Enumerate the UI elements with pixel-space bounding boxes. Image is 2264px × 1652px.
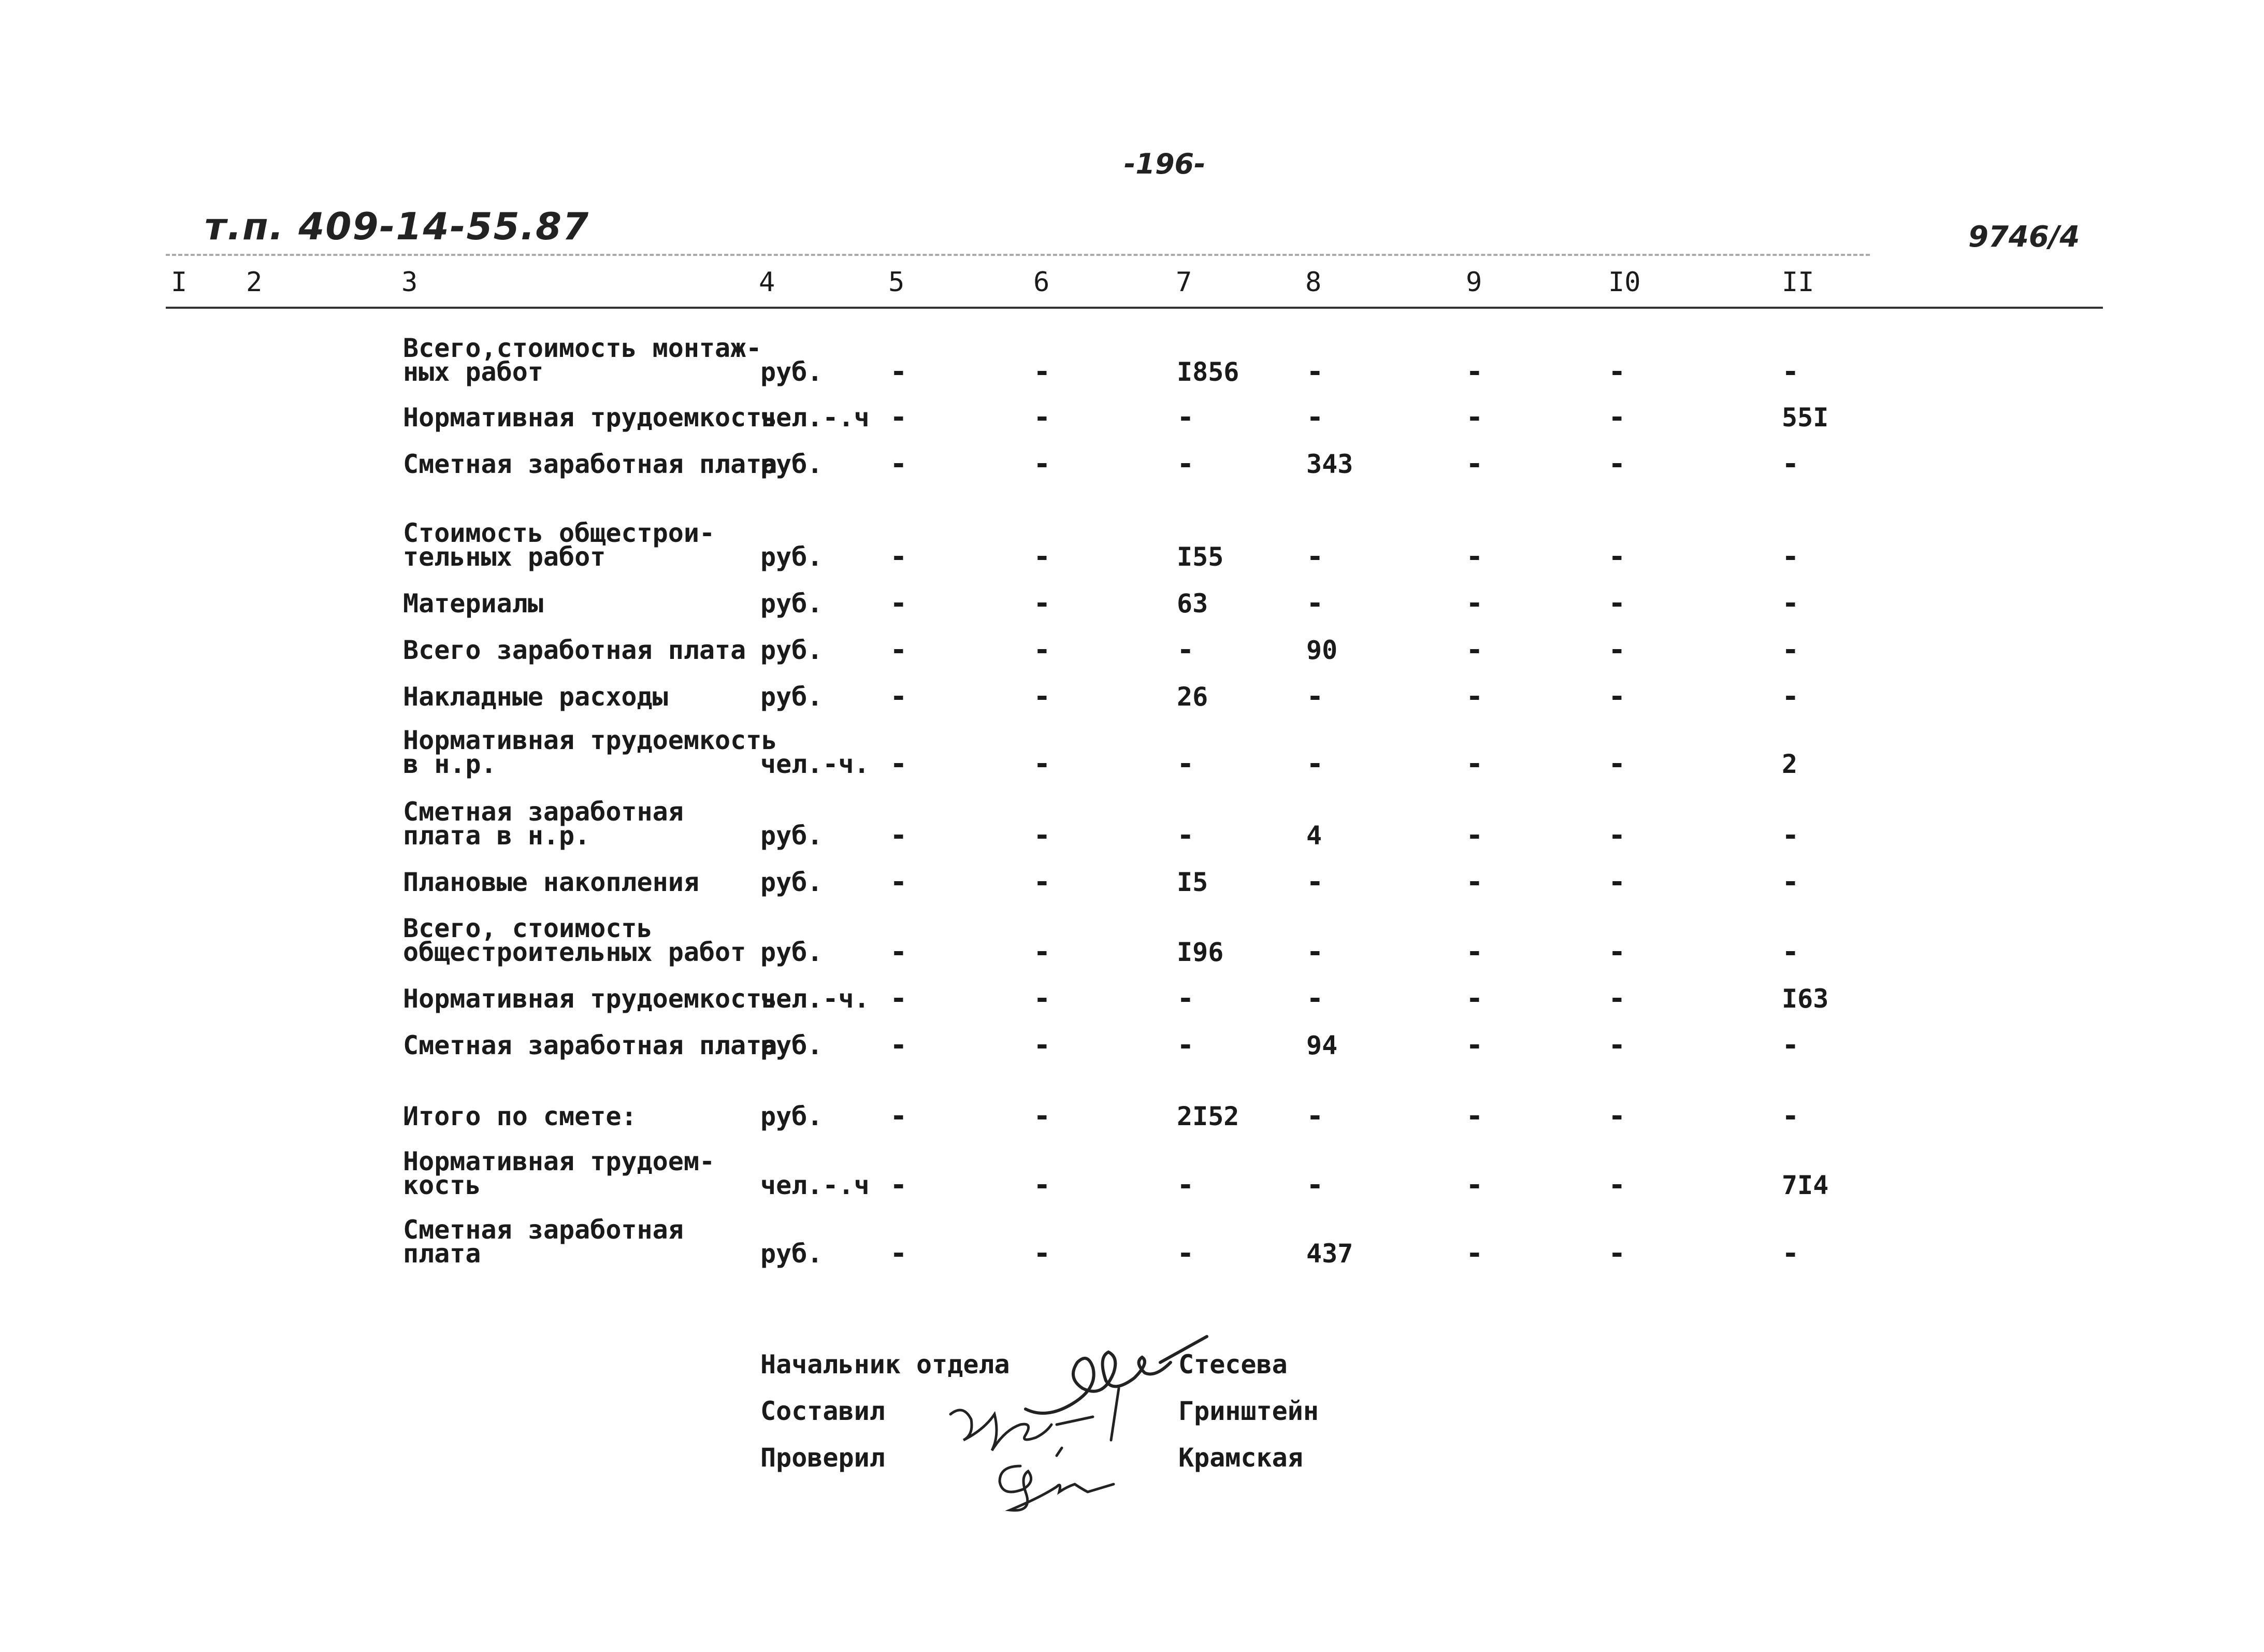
- document-code: т.п. 409-14-55.87: [205, 205, 590, 248]
- row-value-col9: -: [1466, 818, 1483, 852]
- row-label: Материалы: [403, 588, 543, 619]
- row-value-col8: -: [1306, 865, 1324, 899]
- row-value-col6: -: [1033, 586, 1051, 620]
- row-value-col11: -: [1782, 633, 1799, 667]
- row-value-col9: -: [1466, 540, 1483, 573]
- header-top-rule: [166, 254, 1870, 256]
- row-value-col11: -: [1782, 1099, 1799, 1133]
- row-unit: руб.: [760, 542, 823, 572]
- row-value-col9: -: [1466, 982, 1483, 1015]
- row-label: Сметная заработная плата: [403, 1215, 684, 1269]
- row-value-col10: -: [1608, 1099, 1626, 1133]
- row-value-col5: -: [890, 633, 907, 667]
- row-value-col8: 437: [1306, 1239, 1353, 1269]
- row-value-col5: -: [890, 935, 907, 969]
- column-header-2: 2: [246, 267, 263, 298]
- row-unit: руб.: [760, 1101, 823, 1131]
- row-label: Нормативная трудоемкость в н.р.: [403, 725, 777, 779]
- row-value-col5: -: [890, 680, 907, 713]
- row-value-col5: -: [890, 982, 907, 1015]
- row-label: Всего,стоимость монтаж- ных работ: [403, 333, 762, 387]
- row-value-col7: -: [1177, 400, 1194, 434]
- column-header-1: I: [171, 267, 188, 298]
- row-value-col6: -: [1033, 1028, 1051, 1062]
- row-value-col11: 2: [1782, 749, 1798, 779]
- row-unit: руб.: [760, 821, 823, 851]
- row-value-col10: -: [1608, 1168, 1626, 1202]
- row-value-col7: -: [1177, 633, 1194, 667]
- row-value-col10: -: [1608, 818, 1626, 852]
- row-label: Нормативная трудоем- кость: [403, 1146, 715, 1200]
- row-value-col6: -: [1033, 865, 1051, 899]
- row-value-col8: -: [1306, 586, 1324, 620]
- row-value-col8: -: [1306, 680, 1324, 713]
- row-value-col8: -: [1306, 1168, 1324, 1202]
- row-value-col5: -: [890, 747, 907, 781]
- column-header-6: 6: [1033, 267, 1050, 298]
- row-value-col7: -: [1177, 1237, 1194, 1270]
- row-value-col5: -: [890, 1099, 907, 1133]
- row-value-col5: -: [890, 540, 907, 573]
- signature-name: Гринштейн: [1178, 1396, 1319, 1426]
- column-header-10: I0: [1608, 267, 1641, 298]
- row-value-col9: -: [1466, 400, 1483, 434]
- row-unit: руб.: [760, 357, 823, 387]
- column-header-4: 4: [759, 267, 775, 298]
- row-value-col11: -: [1782, 935, 1799, 969]
- row-value-col9: -: [1466, 1028, 1483, 1062]
- row-label: Стоимость общестрои- тельных работ: [403, 518, 715, 572]
- row-unit: руб.: [760, 588, 823, 619]
- row-value-col7: -: [1177, 1028, 1194, 1062]
- row-value-col7: 26: [1177, 682, 1208, 712]
- row-value-col5: -: [890, 1237, 907, 1270]
- row-value-col10: -: [1608, 680, 1626, 713]
- row-unit: руб.: [760, 682, 823, 712]
- row-value-col8: -: [1306, 355, 1324, 389]
- row-label: Всего, стоимость общестроительных работ: [403, 913, 746, 967]
- row-unit: руб.: [760, 1239, 823, 1269]
- row-value-col8: -: [1306, 540, 1324, 573]
- column-header-5: 5: [888, 267, 905, 298]
- row-unit: чел.-.ч: [760, 403, 870, 433]
- row-value-col7: -: [1177, 747, 1194, 781]
- row-value-col5: -: [890, 586, 907, 620]
- row-value-col10: -: [1608, 447, 1626, 481]
- column-header-7: 7: [1176, 267, 1192, 298]
- row-value-col11: -: [1782, 818, 1799, 852]
- row-value-col7: I96: [1177, 937, 1224, 967]
- row-value-col10: -: [1608, 355, 1626, 389]
- row-value-col11: -: [1782, 355, 1799, 389]
- row-value-col9: -: [1466, 680, 1483, 713]
- row-value-col9: -: [1466, 935, 1483, 969]
- row-value-col6: -: [1033, 1237, 1051, 1270]
- header-bottom-rule: [166, 307, 2103, 309]
- row-value-col8: -: [1306, 1099, 1324, 1133]
- row-value-col11: -: [1782, 447, 1799, 481]
- row-unit: чел.-ч.: [760, 984, 870, 1014]
- signature-role: Начальник отдела: [760, 1349, 1010, 1380]
- row-value-col11: 55I: [1782, 403, 1829, 433]
- row-value-col8: 94: [1306, 1030, 1338, 1060]
- row-value-col11: -: [1782, 1237, 1799, 1270]
- row-value-col8: -: [1306, 982, 1324, 1015]
- row-unit: руб.: [760, 867, 823, 897]
- row-label: Плановые накопления: [403, 867, 699, 897]
- row-label: Нормативная трудоемкость: [403, 403, 777, 433]
- row-value-col6: -: [1033, 1099, 1051, 1133]
- row-value-col11: -: [1782, 680, 1799, 713]
- row-value-col8: 90: [1306, 635, 1338, 665]
- row-label: Сметная заработная плата в н.р.: [403, 797, 684, 851]
- column-header-3: 3: [401, 267, 418, 298]
- row-value-col6: -: [1033, 633, 1051, 667]
- row-value-col5: -: [890, 865, 907, 899]
- row-value-col6: -: [1033, 747, 1051, 781]
- row-value-col9: -: [1466, 747, 1483, 781]
- row-label: Сметная заработная плата: [403, 449, 777, 479]
- row-value-col6: -: [1033, 540, 1051, 573]
- row-value-col9: -: [1466, 1168, 1483, 1202]
- row-value-col11: -: [1782, 1028, 1799, 1062]
- row-value-col11: -: [1782, 586, 1799, 620]
- row-label: Итого по смете:: [403, 1101, 637, 1131]
- row-unit: руб.: [760, 937, 823, 967]
- signature-role: Проверил: [760, 1443, 885, 1473]
- row-value-col11: I63: [1782, 984, 1829, 1014]
- row-value-col10: -: [1608, 1237, 1626, 1270]
- row-value-col10: -: [1608, 935, 1626, 969]
- row-value-col6: -: [1033, 818, 1051, 852]
- row-value-col10: -: [1608, 982, 1626, 1015]
- row-value-col5: -: [890, 1028, 907, 1062]
- row-value-col7: I5: [1177, 867, 1208, 897]
- row-value-col10: -: [1608, 633, 1626, 667]
- row-value-col5: -: [890, 355, 907, 389]
- row-value-col10: -: [1608, 1028, 1626, 1062]
- row-value-col9: -: [1466, 633, 1483, 667]
- row-value-col10: -: [1608, 540, 1626, 573]
- row-value-col6: -: [1033, 447, 1051, 481]
- row-value-col8: -: [1306, 935, 1324, 969]
- row-value-col7: -: [1177, 818, 1194, 852]
- signature-name: Крамская: [1178, 1443, 1303, 1473]
- row-value-col7: -: [1177, 1168, 1194, 1202]
- row-value-col7: 63: [1177, 588, 1208, 619]
- row-value-col9: -: [1466, 1237, 1483, 1270]
- column-header-9: 9: [1466, 267, 1482, 298]
- row-value-col6: -: [1033, 935, 1051, 969]
- signature-checked-by: [984, 1440, 1119, 1518]
- row-value-col5: -: [890, 447, 907, 481]
- row-value-col6: -: [1033, 400, 1051, 434]
- row-value-col7: I55: [1177, 542, 1224, 572]
- row-value-col8: 4: [1306, 821, 1322, 851]
- row-label: Накладные расходы: [403, 682, 668, 712]
- row-value-col8: -: [1306, 400, 1324, 434]
- row-value-col9: -: [1466, 586, 1483, 620]
- row-value-col7: -: [1177, 447, 1194, 481]
- row-value-col7: I856: [1177, 357, 1239, 387]
- row-value-col6: -: [1033, 1168, 1051, 1202]
- row-value-col6: -: [1033, 355, 1051, 389]
- row-unit: руб.: [760, 449, 823, 479]
- row-value-col11: -: [1782, 865, 1799, 899]
- row-value-col11: -: [1782, 540, 1799, 573]
- signature-name: Стесева: [1178, 1349, 1288, 1380]
- row-value-col5: -: [890, 400, 907, 434]
- column-header-8: 8: [1305, 267, 1322, 298]
- row-value-col11: 7I4: [1782, 1170, 1829, 1200]
- row-unit: чел.-ч.: [760, 749, 870, 779]
- row-value-col5: -: [890, 818, 907, 852]
- row-value-col9: -: [1466, 865, 1483, 899]
- row-label: Сметная заработная плата: [403, 1030, 777, 1060]
- column-header-11: II: [1782, 267, 1814, 298]
- row-value-col5: -: [890, 1168, 907, 1202]
- row-value-col6: -: [1033, 680, 1051, 713]
- row-value-col9: -: [1466, 447, 1483, 481]
- row-value-col6: -: [1033, 982, 1051, 1015]
- row-value-col7: 2I52: [1177, 1101, 1239, 1131]
- row-value-col10: -: [1608, 586, 1626, 620]
- row-value-col10: -: [1608, 865, 1626, 899]
- row-value-col8: -: [1306, 747, 1324, 781]
- row-value-col10: -: [1608, 400, 1626, 434]
- row-unit: чел.-.ч: [760, 1170, 870, 1200]
- sheet-code: 9746/4: [1968, 220, 2080, 254]
- row-label: Всего заработная плата: [403, 635, 746, 665]
- row-label: Нормативная трудоемкость: [403, 984, 777, 1014]
- row-value-col7: -: [1177, 982, 1194, 1015]
- row-value-col9: -: [1466, 1099, 1483, 1133]
- row-unit: руб.: [760, 1030, 823, 1060]
- row-value-col10: -: [1608, 747, 1626, 781]
- page-number: -196-: [1124, 148, 1206, 180]
- row-unit: руб.: [760, 635, 823, 665]
- signature-role: Составил: [760, 1396, 885, 1426]
- row-value-col9: -: [1466, 355, 1483, 389]
- row-value-col8: 343: [1306, 449, 1353, 479]
